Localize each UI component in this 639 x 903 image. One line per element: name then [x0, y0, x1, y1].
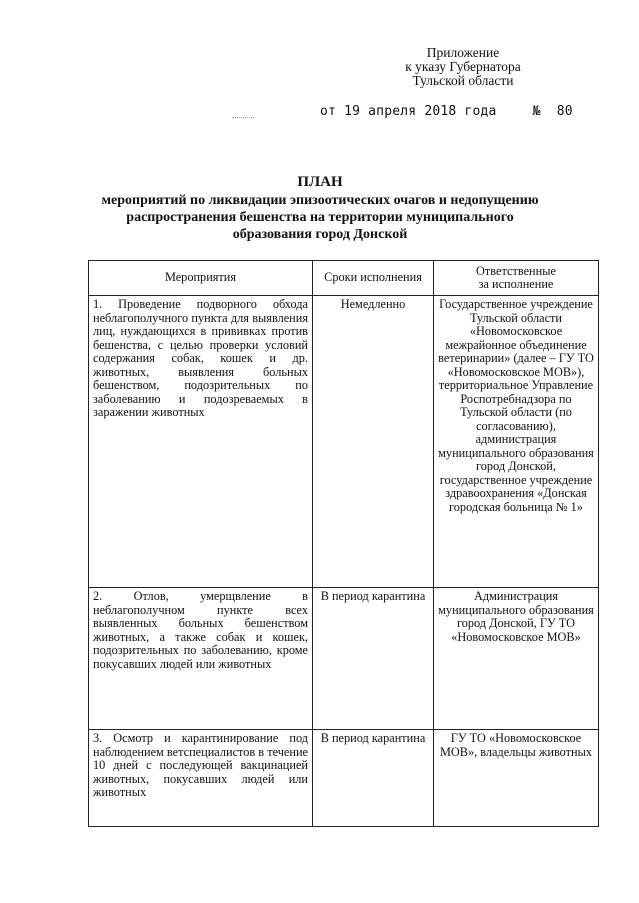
appendix-line-2: к указу Губернатора	[405, 59, 521, 74]
decree-date: от 19 апреля 2018 года	[320, 104, 497, 119]
table-row	[89, 730, 599, 827]
decree-line	[320, 104, 573, 119]
table-row	[89, 588, 599, 730]
plan-title-line-3: образования город Донской	[232, 227, 408, 242]
plan-title-block	[80, 174, 560, 243]
deadline-cell: В период карантина	[313, 588, 434, 730]
header-responsible-line-2: за исполнение	[478, 277, 554, 291]
decree-number-sign: №	[532, 104, 541, 119]
appendix-block	[388, 46, 538, 88]
plan-heading: ПЛАН	[297, 174, 343, 190]
table-header-row	[89, 261, 599, 296]
appendix-line-3: Тульской области	[412, 73, 514, 88]
header-responsible	[434, 261, 599, 296]
header-deadlines: Сроки исполнения	[313, 261, 434, 296]
plan-title-line-2: распространения бешенства на территории муниципального	[126, 210, 514, 225]
measure-cell: 2. Отлов, умерщвление в неблагополучном пункте всех выявленных больных бешенством животных, а также собак и кошек, подозрительных по заболеванию, кроме покусавших людей или животных	[89, 588, 313, 730]
plan-title-line-1: мероприятий по ликвидации эпизоотических очагов и недопущению	[101, 193, 539, 208]
responsible-cell: ГУ ТО «Новомосковское МОВ», владельцы животных	[434, 730, 599, 827]
header-responsible-line-1: Ответственные	[476, 263, 556, 278]
scan-mark	[232, 117, 254, 120]
measure-cell: 1. Проведение подворного обхода неблагополучного пункта для выявления лиц, нуждающихся в прививках против бешенства, с целью проверки условий содержания собак, кошек и др. животных, выявления больных бешенством, подозрительных по заболеванию и подозреваемых в заражении животных	[89, 296, 313, 588]
deadline-cell: Немедленно	[313, 296, 434, 588]
header-measures: Мероприятия	[89, 261, 313, 296]
measure-cell: 3. Осмотр и карантинирование под наблюдением ветспециалистов в течение 10 дней с последующей вакцинацией животных, покусавших людей или животных	[89, 730, 313, 827]
appendix-line-1: Приложение	[426, 45, 500, 60]
decree-number: 80	[556, 104, 573, 119]
responsible-cell: Администрация муниципального образования город Донской, ГУ ТО «Новомосковское МОВ»	[434, 588, 599, 730]
measures-table	[88, 260, 599, 827]
responsible-cell: Государственное учреждение Тульской области «Новомосковское межрайонное объединение ветеринарии» (далее – ГУ ТО «Новомосковское МОВ»), территориальное Управление Роспотребнадзора по Тульской области (по согласованию), администрация муниципального образования город Донской, государственное учреждение здравоохранения «Донская городская больница № 1»	[434, 296, 599, 588]
table-row	[89, 296, 599, 588]
deadline-cell: В период карантина	[313, 730, 434, 827]
